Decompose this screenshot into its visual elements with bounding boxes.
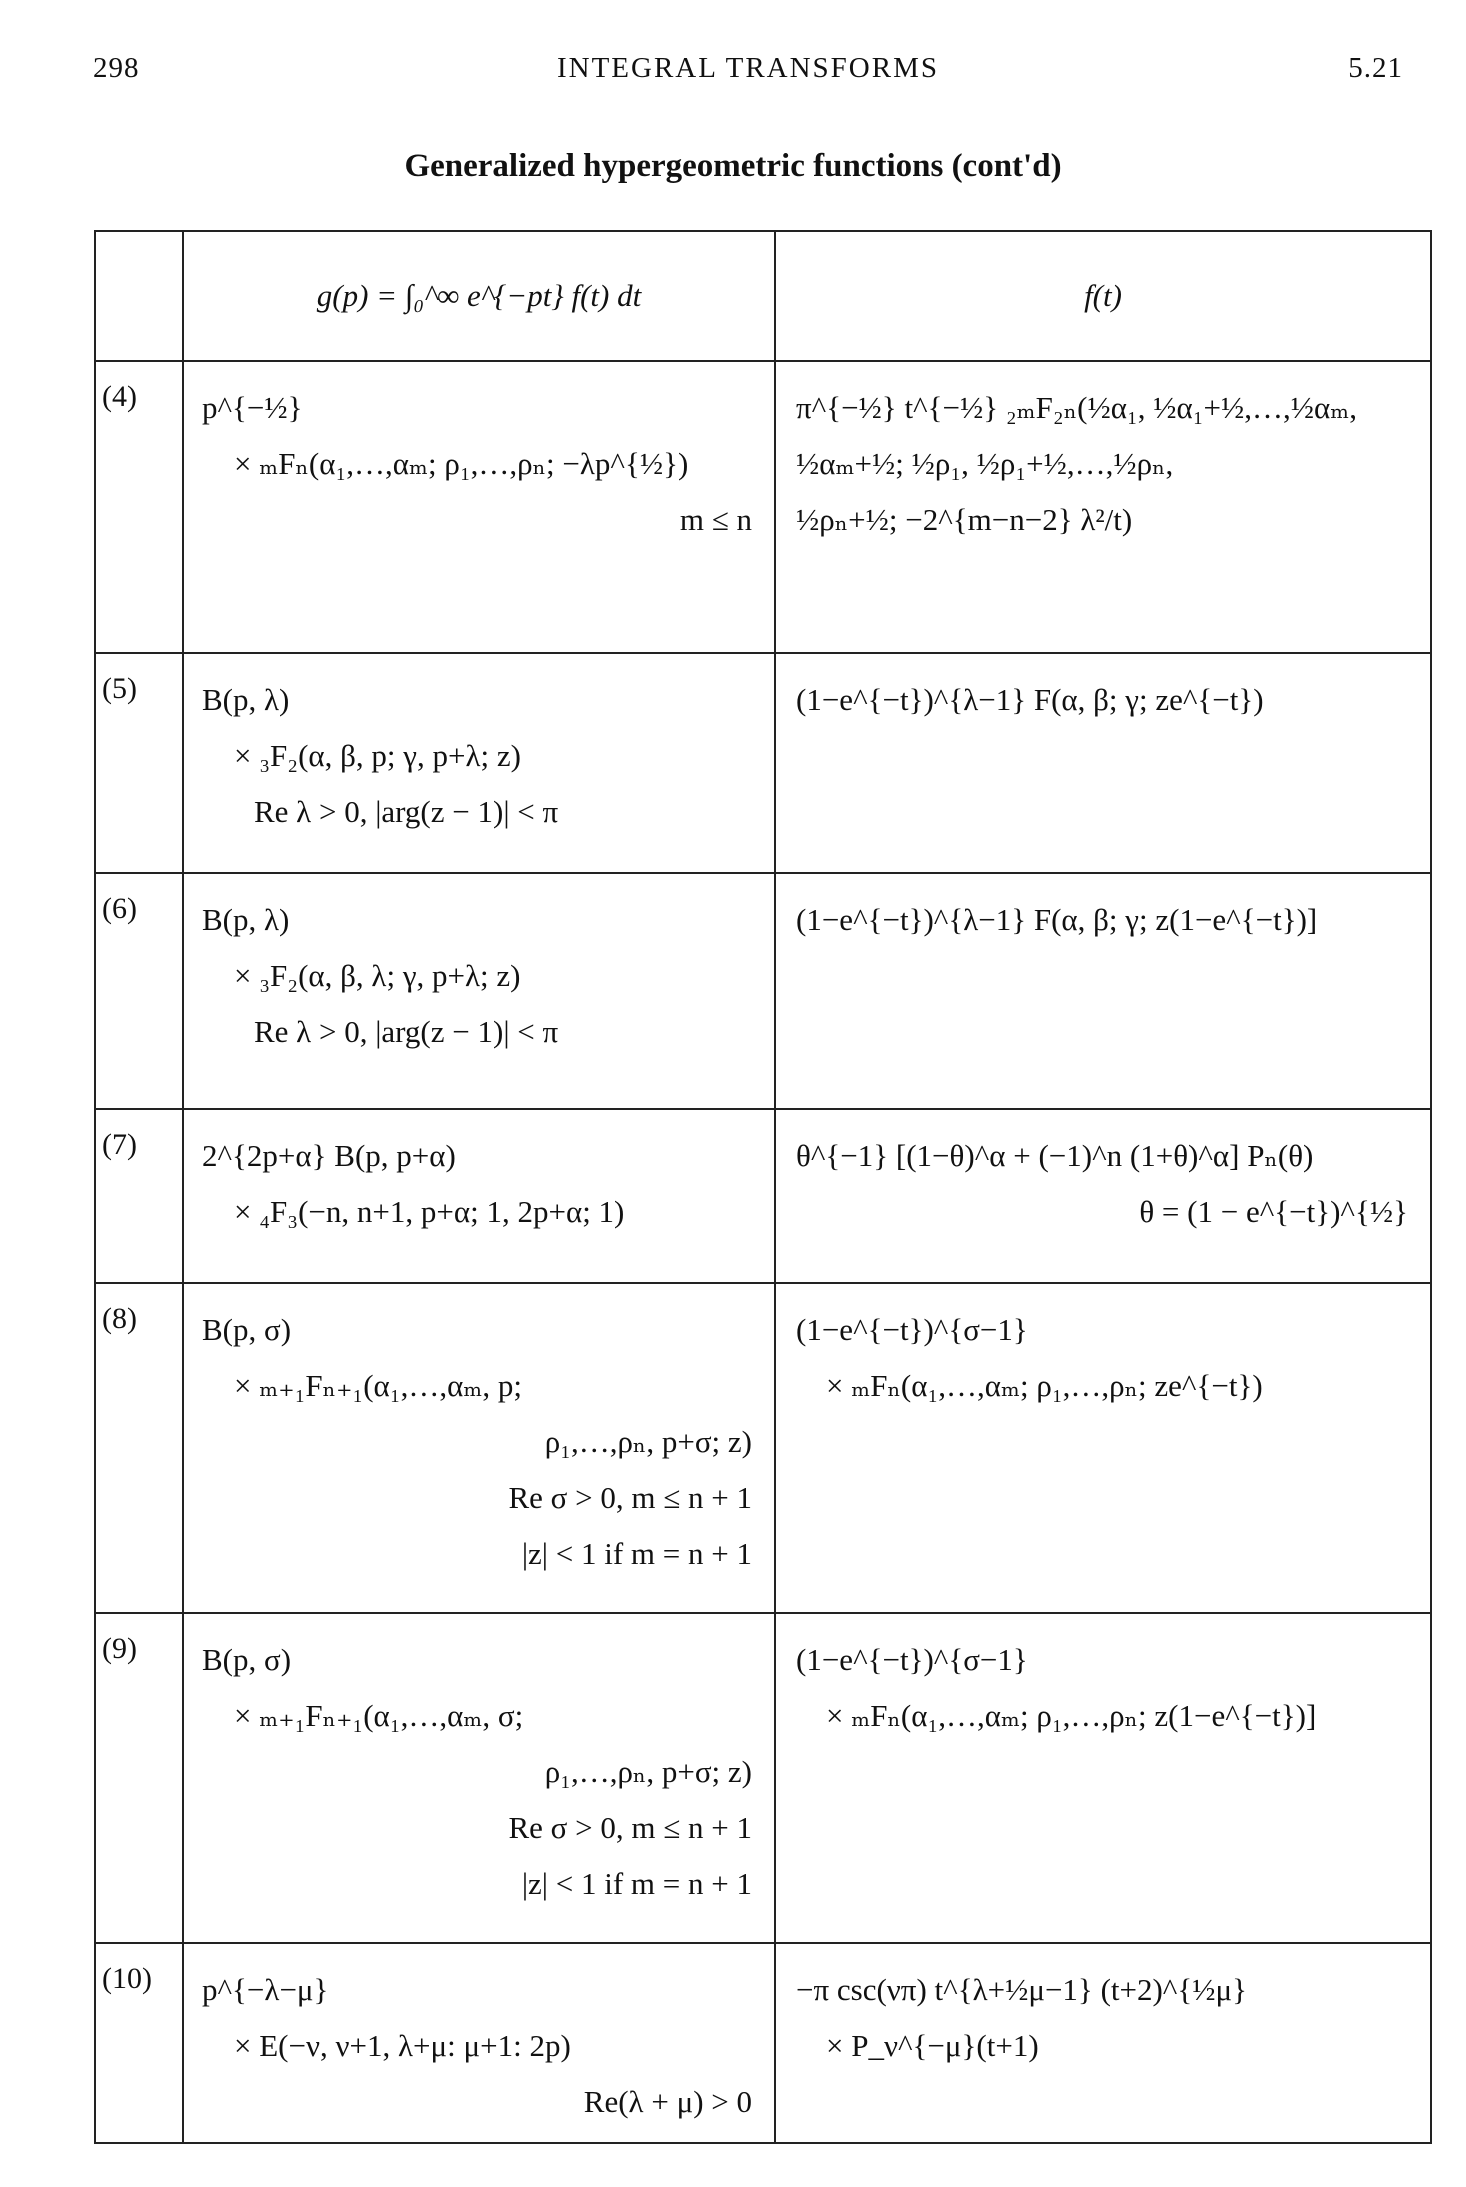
g-line: |z| < 1 if m = n + 1 — [521, 1536, 752, 1571]
header-g-cell: g(p) = ∫₀^∞ e^{−pt} f(t) dt — [183, 231, 775, 361]
f-cell — [775, 1613, 1431, 1943]
table-row — [95, 1109, 1431, 1283]
f-cell — [775, 873, 1431, 1109]
row-number: (7) — [95, 1109, 183, 1283]
g-line: Re λ > 0, |arg(z − 1)| < π — [254, 1014, 559, 1049]
f-line: θ^{−1} [(1−θ)^α + (−1)^n (1+θ)^α] Pₙ(θ) — [796, 1138, 1314, 1173]
f-line: π^{−½} t^{−½} ₂ₘF₂ₙ(½α₁, ½α₁+½,…,½αₘ, — [796, 390, 1358, 425]
g-line: |z| < 1 if m = n + 1 — [521, 1866, 752, 1901]
f-line: (1−e^{−t})^{σ−1} — [796, 1642, 1028, 1677]
g-line: × ₘFₙ(α₁,…,αₘ; ρ₁,…,ρₙ; −λp^{½}) — [234, 446, 689, 481]
g-cell — [183, 1613, 775, 1943]
g-line: × ₃F₂(α, β, λ; γ, p+λ; z) — [234, 958, 521, 993]
g-line: p^{−½} — [202, 390, 303, 425]
section-number: 5.21 — [1348, 52, 1403, 84]
table-row — [95, 1283, 1431, 1613]
f-cell — [775, 361, 1431, 653]
row-number: (8) — [95, 1283, 183, 1613]
table-row — [95, 1943, 1431, 2143]
f-line: ½ρₙ+½; −2^{m−n−2} λ²/t) — [796, 502, 1133, 537]
table-caption: Generalized hypergeometric functions (cont'd) — [404, 148, 1062, 184]
table-header-row — [95, 231, 1431, 361]
header-number-cell — [95, 231, 183, 361]
g-line: m ≤ n — [679, 502, 752, 537]
g-line: p^{−λ−μ} — [202, 1972, 329, 2007]
f-line: (1−e^{−t})^{λ−1} F(α, β; γ; ze^{−t}) — [796, 682, 1264, 717]
g-line: Re(λ + μ) > 0 — [583, 2084, 752, 2119]
transform-table — [94, 230, 1432, 2144]
f-line: (1−e^{−t})^{λ−1} F(α, β; γ; z(1−e^{−t})] — [796, 902, 1318, 937]
row-number: (10) — [95, 1943, 183, 2143]
g-line: ρ₁,…,ρₙ, p+σ; z) — [544, 1754, 752, 1789]
f-line: θ = (1 − e^{−t})^{½} — [1139, 1194, 1408, 1229]
running-title: INTEGRAL TRANSFORMS — [556, 52, 940, 84]
page-number: 298 — [93, 52, 140, 84]
g-line: B(p, σ) — [202, 1642, 292, 1677]
table-row — [95, 1613, 1431, 1943]
f-line: × P_ν^{−μ}(t+1) — [826, 2028, 1039, 2063]
g-line: Re σ > 0, m ≤ n + 1 — [508, 1480, 752, 1515]
f-line: −π csc(νπ) t^{λ+½μ−1} (t+2)^{½μ} — [796, 1972, 1247, 2007]
g-line: ρ₁,…,ρₙ, p+σ; z) — [544, 1424, 752, 1459]
g-line: Re λ > 0, |arg(z − 1)| < π — [254, 794, 559, 829]
g-line: B(p, λ) — [202, 682, 290, 717]
f-line: ½αₘ+½; ½ρ₁, ½ρ₁+½,…,½ρₙ, — [796, 446, 1174, 481]
g-cell — [183, 1283, 775, 1613]
row-number: (5) — [95, 653, 183, 873]
page-header — [93, 52, 1403, 92]
table-row — [95, 873, 1431, 1109]
row-number: (9) — [95, 1613, 183, 1943]
g-line: × ₘ₊₁Fₙ₊₁(α₁,…,αₘ, σ; — [234, 1698, 524, 1733]
table-row — [95, 653, 1431, 873]
header-f-cell: f(t) — [775, 231, 1431, 361]
row-number: (6) — [95, 873, 183, 1109]
f-cell — [775, 1943, 1431, 2143]
g-line: 2^{2p+α} B(p, p+α) — [202, 1138, 456, 1173]
g-line: B(p, λ) — [202, 902, 290, 937]
f-line: × ₘFₙ(α₁,…,αₘ; ρ₁,…,ρₙ; z(1−e^{−t})] — [826, 1698, 1317, 1733]
g-cell — [183, 873, 775, 1109]
g-cell — [183, 1109, 775, 1283]
g-cell — [183, 653, 775, 873]
f-cell — [775, 1109, 1431, 1283]
g-cell — [183, 1943, 775, 2143]
g-line: Re σ > 0, m ≤ n + 1 — [508, 1810, 752, 1845]
g-line: × ₘ₊₁Fₙ₊₁(α₁,…,αₘ, p; — [234, 1368, 522, 1403]
f-cell — [775, 653, 1431, 873]
f-line: (1−e^{−t})^{σ−1} — [796, 1312, 1028, 1347]
g-cell — [183, 361, 775, 653]
g-line: × ₄F₃(−n, n+1, p+α; 1, 2p+α; 1) — [234, 1194, 625, 1229]
table-row — [95, 361, 1431, 653]
f-cell — [775, 1283, 1431, 1613]
f-line: × ₘFₙ(α₁,…,αₘ; ρ₁,…,ρₙ; ze^{−t}) — [826, 1368, 1263, 1403]
g-line: × E(−ν, ν+1, λ+μ: μ+1: 2p) — [234, 2028, 571, 2063]
g-line: B(p, σ) — [202, 1312, 292, 1347]
row-number: (4) — [95, 361, 183, 653]
g-line: × ₃F₂(α, β, p; γ, p+λ; z) — [234, 738, 521, 773]
